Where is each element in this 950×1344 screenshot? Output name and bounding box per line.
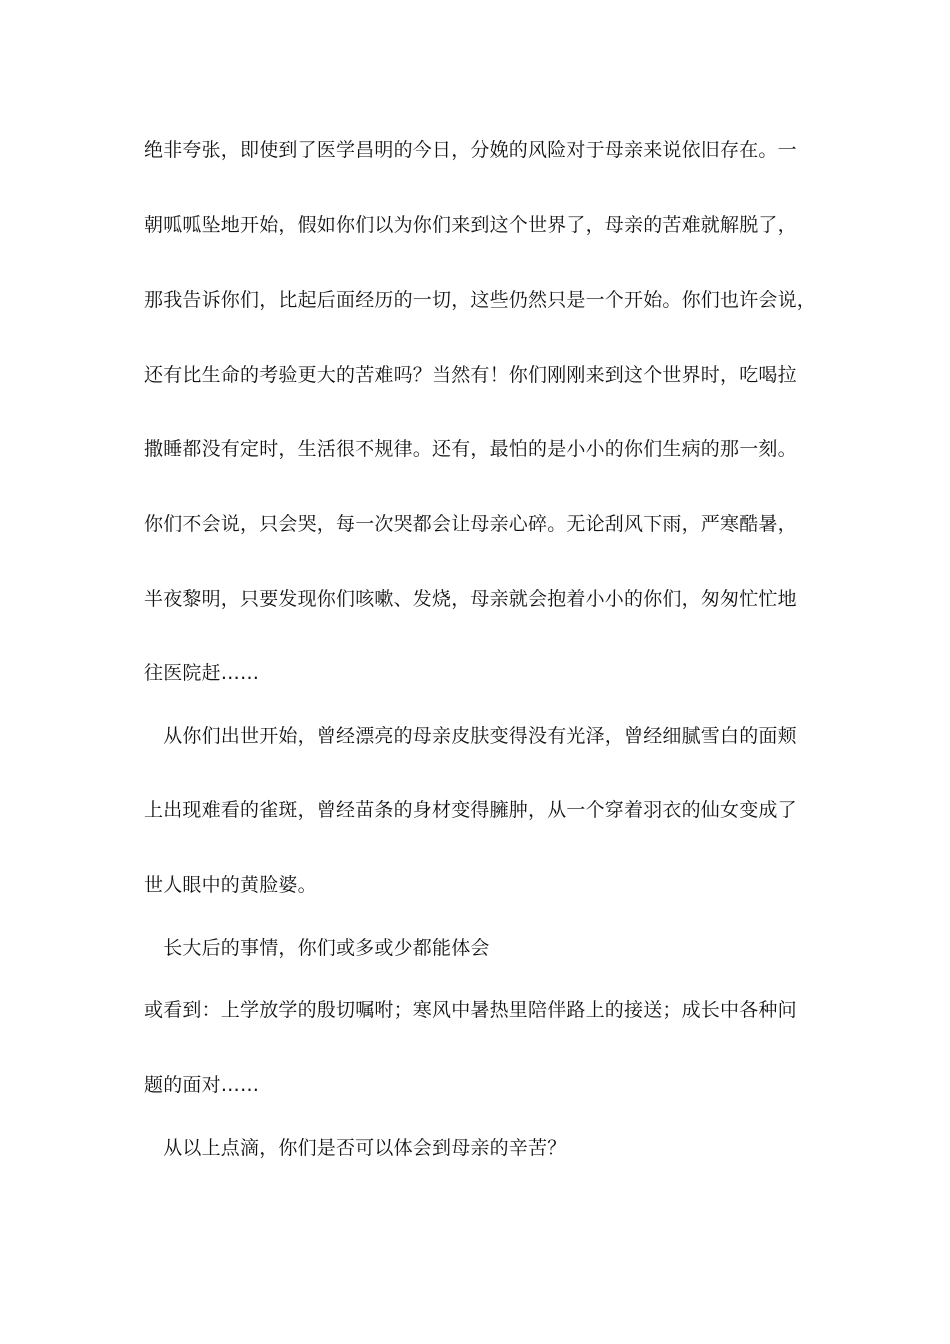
- text-line: 世人眼中的黄脸婆。: [144, 874, 317, 896]
- text-line: 那我告诉你们，比起后面经历的一切，这些仍然只是一个开始。你们也许会说，: [144, 289, 817, 311]
- text-line: 你们不会说，只会哭，每一次哭都会让母亲心碎。无论刮风下雨，严寒酷暑，: [144, 513, 797, 535]
- text-line: 上出现难看的雀斑，曾经苗条的身材变得臃肿，从一个穿着羽衣的仙女变成了: [144, 799, 797, 821]
- text-line: 从以上点滴，你们是否可以体会到母亲的辛苦？: [144, 1137, 567, 1159]
- text-line: 还有比生命的考验更大的苦难吗？当然有！你们刚刚来到这个世界时，吃喝拉: [144, 364, 797, 386]
- text-line: 从你们出世开始，曾经漂亮的母亲皮肤变得没有光泽，曾经细腻雪白的面颊: [144, 725, 797, 747]
- text-line: 往医院赶……: [144, 662, 260, 684]
- text-line: 撒睡都没有定时，生活很不规律。还有，最怕的是小小的你们生病的那一刻。: [144, 438, 797, 460]
- text-line: 绝非夸张，即使到了医学昌明的今日，分娩的风险对于母亲来说依旧存在。一: [144, 139, 797, 161]
- text-line: 朝呱呱坠地开始，假如你们以为你们来到这个世界了，母亲的苦难就解脱了，: [144, 214, 797, 236]
- text-line: 半夜黎明，只要发现你们咳嗽、发烧，母亲就会抱着小小的你们，匆匆忙忙地: [144, 588, 797, 610]
- text-line: 题的面对……: [144, 1074, 260, 1096]
- text-line: 长大后的事情，你们或多或少都能体会: [144, 937, 490, 959]
- text-line: 或看到：上学放学的殷切嘱咐；寒风中暑热里陪伴路上的接送；成长中各种问: [144, 999, 797, 1021]
